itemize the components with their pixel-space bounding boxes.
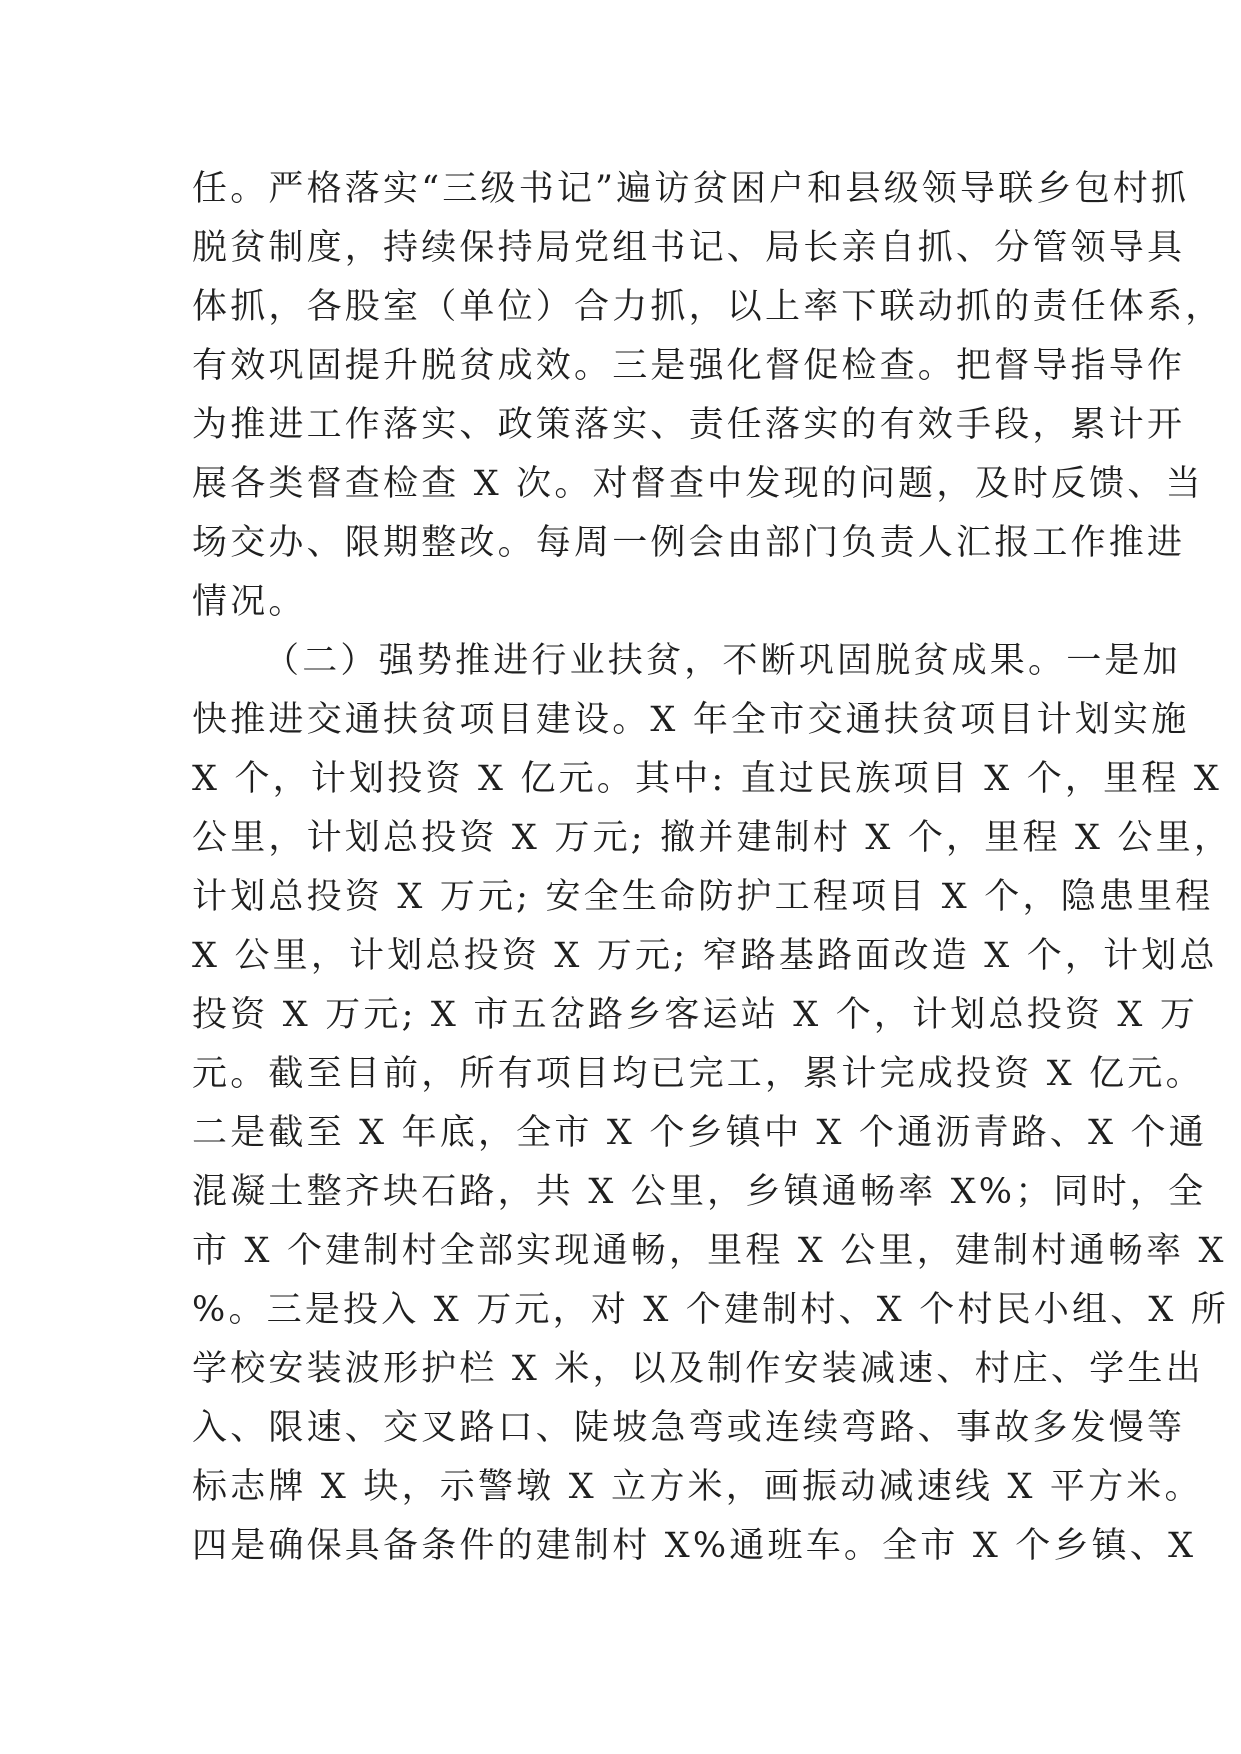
text-line: X 公里，计划总投资 X 万元; 窄路基路面改造 X 个，计划总 (192, 936, 1218, 976)
paragraph-1 (192, 160, 1224, 632)
text-line: 有效巩固提升脱贫成效。三是强化督促检查。把督导指导作 (192, 346, 1186, 386)
text-line: 体抓，各股室（单位）合力抓，以上率下联动抓的责任体系， (192, 287, 1224, 327)
text-line: X 个，计划投资 X 亿元。其中: 直过民族项目 X 个，里程 X (192, 759, 1222, 799)
text-line: 学校安装波形护栏 X 米，以及制作安装减速、村庄、学生出 (192, 1349, 1204, 1389)
text-line: 元。截至目前，所有项目均已完工，累计完成投资 X 亿元。 (192, 1054, 1204, 1094)
text-line: 二是截至 X 年底，全市 X 个乡镇中 X 个通沥青路、X 个通 (192, 1113, 1207, 1153)
text-line: 展各类督查检查 X 次。对督查中发现的问题，及时反馈、当 (192, 464, 1204, 504)
text-line: 混凝土整齐块石路，共 X 公里，乡镇通畅率 X%；同时，全 (192, 1172, 1207, 1212)
text-line: 市 X 个建制村全部实现通畅，里程 X 公里，建制村通畅率 X (192, 1231, 1227, 1271)
text-line: 入、限速、交叉路口、陡坡急弯或连续弯路、事故多发慢等 (192, 1408, 1186, 1448)
text-line: 情况。 (192, 582, 307, 622)
text-line: 四是确保具备条件的建制村 X%通班车。全市 X 个乡镇、X (192, 1526, 1197, 1566)
text-line: %。三是投入 X 万元，对 X 个建制村、X 个村民小组、X 所 (192, 1290, 1230, 1330)
text-line: 脱贫制度，持续保持局党组书记、局长亲自抓、分管领导具 (192, 228, 1186, 268)
text-line: 计划总投资 X 万元; 安全生命防护工程项目 X 个，隐患里程 (192, 877, 1214, 917)
text-line: 公里，计划总投资 X 万元; 撤并建制村 X 个，里程 X 公里， (192, 818, 1233, 858)
text-line: 为推进工作落实、政策落实、责任落实的有效手段，累计开 (192, 405, 1186, 445)
text-line: （二）强势推进行业扶贫，不断巩固脱贫成果。一是加 (264, 641, 1181, 681)
text-line: 快推进交通扶贫项目建设。X 年全市交通扶贫项目计划实施 (192, 700, 1190, 740)
text-line: 标志牌 X 块，示警墩 X 立方米，画振动减速线 X 平方米。 (192, 1467, 1203, 1507)
paragraph-2 (192, 632, 1233, 1576)
text-line: 场交办、限期整改。每周一例会由部门负责人汇报工作推进 (192, 523, 1186, 563)
text-line: 任。严格落实“三级书记”遍访贫困户和县级领导联乡包村抓 (192, 169, 1190, 209)
text-line: 投资 X 万元; X 市五岔路乡客运站 X 个，计划总投资 X 万 (192, 995, 1199, 1035)
document-body (192, 160, 1233, 1576)
